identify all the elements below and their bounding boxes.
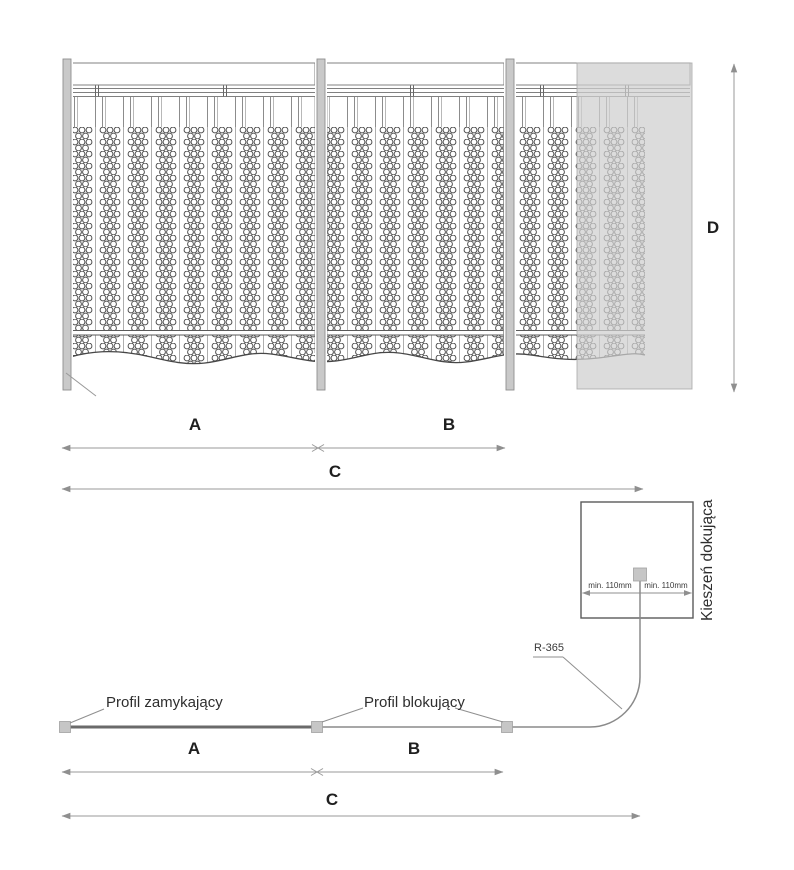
docking-pocket-box <box>581 502 693 618</box>
dim-a-label-plan: A <box>187 739 201 758</box>
curtain-elevation <box>61 59 692 396</box>
radius-label: R-365 <box>534 642 564 654</box>
dim-a-label-elevation: A <box>188 415 202 434</box>
docking-pocket-label: Kieszeń dokująca <box>699 499 716 621</box>
dim-c-label-plan: C <box>325 790 339 809</box>
locking-profile-node-1 <box>312 722 323 733</box>
pocket-min-left-label: min. 110mm <box>588 581 632 590</box>
pocket-profile-node <box>634 568 647 581</box>
locking-profile-node-2 <box>502 722 513 733</box>
track-curve <box>590 677 640 727</box>
hanger-ticks <box>96 86 629 97</box>
locking-profile-label: Profil blokujący <box>364 694 465 711</box>
dim-d-label: D <box>706 218 720 237</box>
mesh-seam-band <box>71 331 645 336</box>
pocket-min-right-label: min. 110mm <box>644 581 688 590</box>
closing-profile-node <box>60 722 71 733</box>
curtain-mesh <box>70 127 645 364</box>
dim-b-label-elevation: B <box>442 415 456 434</box>
plan-dimensions <box>62 769 640 817</box>
closing-profile-label: Profil zamykający <box>106 694 223 711</box>
leader-lines <box>70 657 622 723</box>
dim-b-label-plan: B <box>407 739 421 758</box>
curtain-top-band <box>71 96 645 127</box>
docking-pocket-panel <box>577 63 692 389</box>
dim-c-label-elevation: C <box>328 462 342 481</box>
